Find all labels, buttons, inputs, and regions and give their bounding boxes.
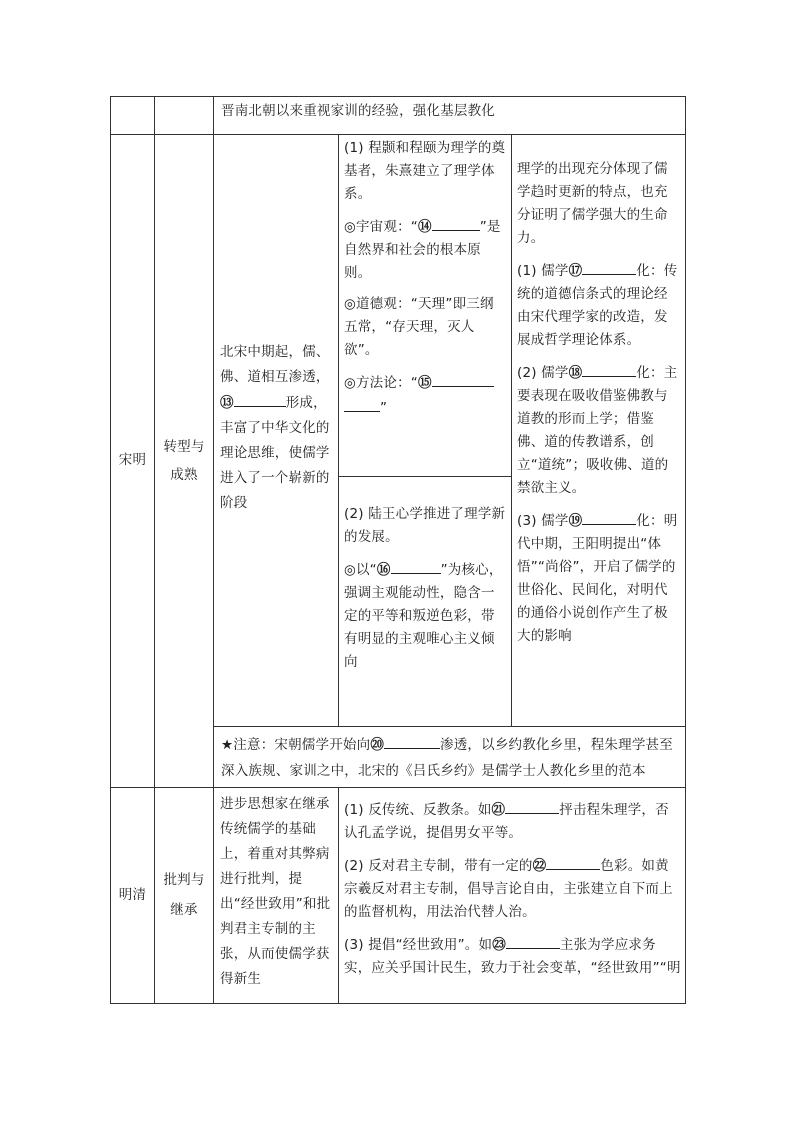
note-text-a: ★注意：宋朝儒学开始向 [221,737,371,753]
fangfa-line [344,370,506,420]
col-divider-4 [338,787,339,1003]
blank-number: ⑭ [417,219,432,235]
top-row-text [221,100,681,123]
dynasty-songming [111,134,154,787]
yuzhou-text-b: ”是自然界和社会的根本原则。 [344,219,501,281]
mingqing-detail-cell [344,797,682,988]
fill-blank[interactable] [505,797,559,814]
note-text-b: 渗透，以乡约教化乡里，程朱理学甚至深入族规、家训之中，北宋的《吕氏乡约》是儒学士人教化乡里的范本 [221,737,673,779]
p3-text-a: (3) 提倡“经世致用”。如 [344,937,493,953]
lixue-xinxue-divider [338,476,511,477]
p3-text-b: 主张为学应求务实，应关乎国计民生，致力于社会变革，“经世致用”“明 [344,937,681,976]
table-border-top [110,96,685,97]
fill-blank[interactable] [432,370,494,387]
lixue-intro: (1) 程颢和程颐为理学的奠基者，朱熹建立了理学体系。 [344,140,506,202]
xinxue-text-b: ”为核心，强调主观能动性，隐含一定的平等和叛逆色彩，带有明显的主观唯心主义倾向 [344,562,503,670]
stage-songming [155,134,213,787]
fangfa-text-a: ◎方法论：“ [344,375,418,391]
blank-number: ⑲ [568,513,583,529]
p2-text-a: (2) 反对君主专制，带有一定的 [344,858,533,874]
col-divider-5 [511,134,512,726]
daode-line: ◎道德观：“天理”即三纲五常，“存天理，灭人欲”。 [344,296,494,358]
r1-text-b: 化：传统的道德信条式的理论经由宋代理学家的改造，发展成哲学理论体系。 [517,263,678,348]
top-row-text-content: 晋南北朝以来重视家训的经验，强化基层教化 [221,103,495,119]
r3-text-b: 化：明代中期，王阳明提出“体悟”“尚俗”，开启了儒学的世俗化、民间化，对明代的通俗小说创作产生了极大的影响 [517,513,678,644]
summary-text-a: 北宋中期起，儒、佛、道相互渗透， [220,344,330,385]
yuzhou-line [344,214,506,285]
p1-text-b: 抨击程朱理学，否认孔孟学说，提倡男女平等。 [344,802,669,841]
r2-text-a: (2) 儒学 [517,365,569,381]
note-cell [221,732,681,784]
summary-text-b: 形成，丰富了中华文化的理论思维，使儒学进入了一个崭新的阶段 [220,395,330,511]
yuzhou-text-a: ◎宇宙观：“ [344,219,418,235]
blank-number: ⑱ [568,365,583,381]
blank-number: ⑮ [417,375,432,391]
r3-text-a: (3) 儒学 [517,513,569,529]
blank-number: ㉑ [491,802,506,818]
right-intro: 理学的出现充分体现了儒学趋时更新的特点，也充分证明了儒学强大的生命力。 [517,161,668,246]
stage-line-1: 批判与 [163,872,205,888]
fill-blank[interactable] [582,258,636,275]
p1-text-a: (1) 反传统、反教条。如 [344,802,492,818]
p2-text-b: 色彩。如黄宗羲反对君主专制，倡导言论自由，主张建立自下而上的监督机构，用法治代替人治。 [344,858,673,920]
r3-line [517,508,681,648]
col-divider-3 [338,134,339,726]
dynasty-mingqing [111,787,154,1003]
dynasty-label: 明清 [118,886,147,903]
stage-line-1: 转型与 [163,438,205,455]
p1-line [344,797,682,845]
fill-blank[interactable] [546,853,600,870]
blank-number: ⑰ [568,263,583,279]
fill-blank[interactable] [384,732,440,749]
blank-number: ㉓ [492,937,506,953]
dynasty-label: 宋明 [118,452,147,468]
r2-line [517,360,681,500]
p3-line [344,932,682,980]
blank-number: ⑳ [370,737,385,753]
r1-line [517,258,681,352]
xinxue-cell [344,503,506,682]
significance-cell [517,158,681,656]
note-divider [213,726,685,727]
blank-number: ⑬ [220,395,234,411]
r2-text-b: 化：主要表现在吸收借鉴佛教与道教的形而上学；借鉴佛、道的传教谱系，创立“道统”；吸收佛、道的禁欲主义。 [517,365,678,496]
summary-songming [220,340,332,516]
stage-line-2: 成熟 [170,466,198,483]
blank-number: ㉒ [532,858,547,874]
fill-blank[interactable] [234,390,286,407]
r1-text-a: (1) 儒学 [517,263,569,279]
xinxue-intro: (2) 陆王心学推进了理学新的发展。 [344,506,506,545]
table-border-right [685,96,686,1004]
fill-blank[interactable] [506,932,560,949]
fill-blank[interactable] [432,214,480,231]
blank-number: ⑯ [376,562,391,578]
p2-line [344,853,682,924]
fangfa-text-b: ” [380,400,388,416]
table-border-bottom [110,1003,685,1004]
xinxue-line [344,557,506,674]
fill-blank[interactable] [582,360,636,377]
fill-blank[interactable] [391,557,441,574]
stage-mingqing [155,787,213,1003]
fill-blank[interactable] [344,395,380,412]
lixue-cell [344,137,506,428]
xinxue-text-a: ◎以“ [344,562,377,578]
fill-blank[interactable] [582,508,636,525]
stage-line-2: 继承 [170,902,198,918]
summary-mingqing [220,792,332,992]
summary-text: 进步思想家在继承传统儒学的基础上，着重对其弊病进行批判，提出“经世致用”和批判君主专制的主张，从而使儒学获得新生 [220,796,331,987]
col-divider-2 [213,96,214,1004]
